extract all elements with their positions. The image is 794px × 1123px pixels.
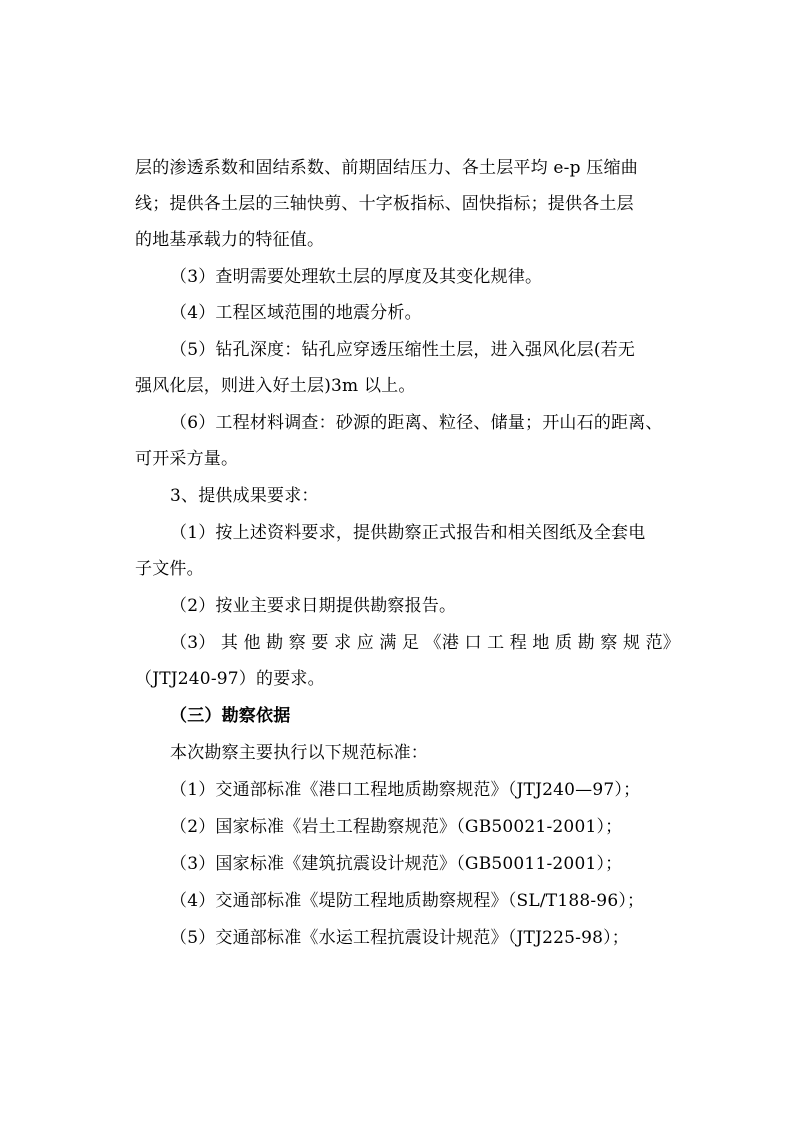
word: 他 (243, 633, 261, 653)
item-4-line: （4）工程区域范围的地震分析。 (170, 303, 422, 323)
word: 范》 (645, 633, 680, 653)
word: 其 (220, 633, 239, 653)
standard-item-2: （2）国家标准《岩土工程勘察规范》（GB50021-2001）； (170, 817, 623, 837)
word: 勘 (577, 633, 595, 653)
item-6-line-2: 可开采方量。 (135, 449, 239, 469)
item-3-line: （3）查明需要处理软土层的厚度及其变化规律。 (170, 267, 543, 287)
word: 口 (464, 633, 482, 653)
word: 质 (555, 633, 573, 653)
result-item-3-line-1 (170, 632, 680, 654)
word: 地 (532, 633, 550, 653)
word: 求 (334, 633, 352, 653)
item-6-line-1: （6）工程材料调查：砂源的距离、粒径、储量；开山石的距离、 (170, 413, 663, 433)
word: （3） (170, 633, 216, 653)
word: 工 (487, 633, 505, 653)
section-3-title: 3、提供成果要求： (170, 486, 319, 506)
result-item-1-line-2: 子文件。 (135, 559, 204, 579)
word: 察 (288, 633, 306, 653)
word: 足 (401, 633, 420, 653)
standard-item-4: （4）交通部标准《堤防工程地质勘察规程》（SL/T188-96）； (170, 891, 645, 911)
item-5-line-1: （5）钻孔深度：钻孔应穿透压缩性土层，进入强风化层(若无 (170, 340, 636, 360)
word: 应 (356, 633, 374, 653)
word: 勘 (266, 633, 284, 653)
word: 察 (600, 633, 618, 653)
result-item-1-line-1: （1）按上述资料要求，提供勘察正式报告和相关图纸及全套电 (170, 523, 646, 543)
result-item-2-line: （2）按业主要求日期提供勘察报告。 (170, 596, 457, 616)
standard-item-5: （5）交通部标准《水运工程抗震设计规范》（JTJ225-98）； (170, 928, 630, 948)
word: 程 (509, 633, 527, 653)
paragraph-line-1: 层的渗透系数和固结系数、前期固结压力、各土层平均 e-p 压缩曲 (135, 158, 638, 178)
standard-item-3: （3）国家标准《建筑抗震设计规范》（GB50011-2001）； (170, 854, 623, 874)
paragraph-line-3: 的地基承载力的特征值。 (135, 230, 325, 250)
intro-line: 本次勘察主要执行以下规范标准： (170, 743, 428, 763)
word: 规 (622, 633, 641, 653)
word: 要 (311, 633, 329, 653)
word: 满 (379, 633, 397, 653)
section-heading: （三）勘察依据 (170, 706, 291, 726)
paragraph-line-2: 线；提供各土层的三轴快剪、十字板指标、固快指标；提供各土层 (135, 194, 634, 214)
word: 《港 (424, 633, 460, 653)
standard-item-1: （1）交通部标准《港口工程地质勘察规范》（JTJ240—97）； (170, 780, 641, 800)
item-5-line-2: 强风化层，则进入好土层)3m 以上。 (135, 376, 416, 396)
result-item-3-line-2: （JTJ240-97）的要求。 (135, 669, 325, 689)
